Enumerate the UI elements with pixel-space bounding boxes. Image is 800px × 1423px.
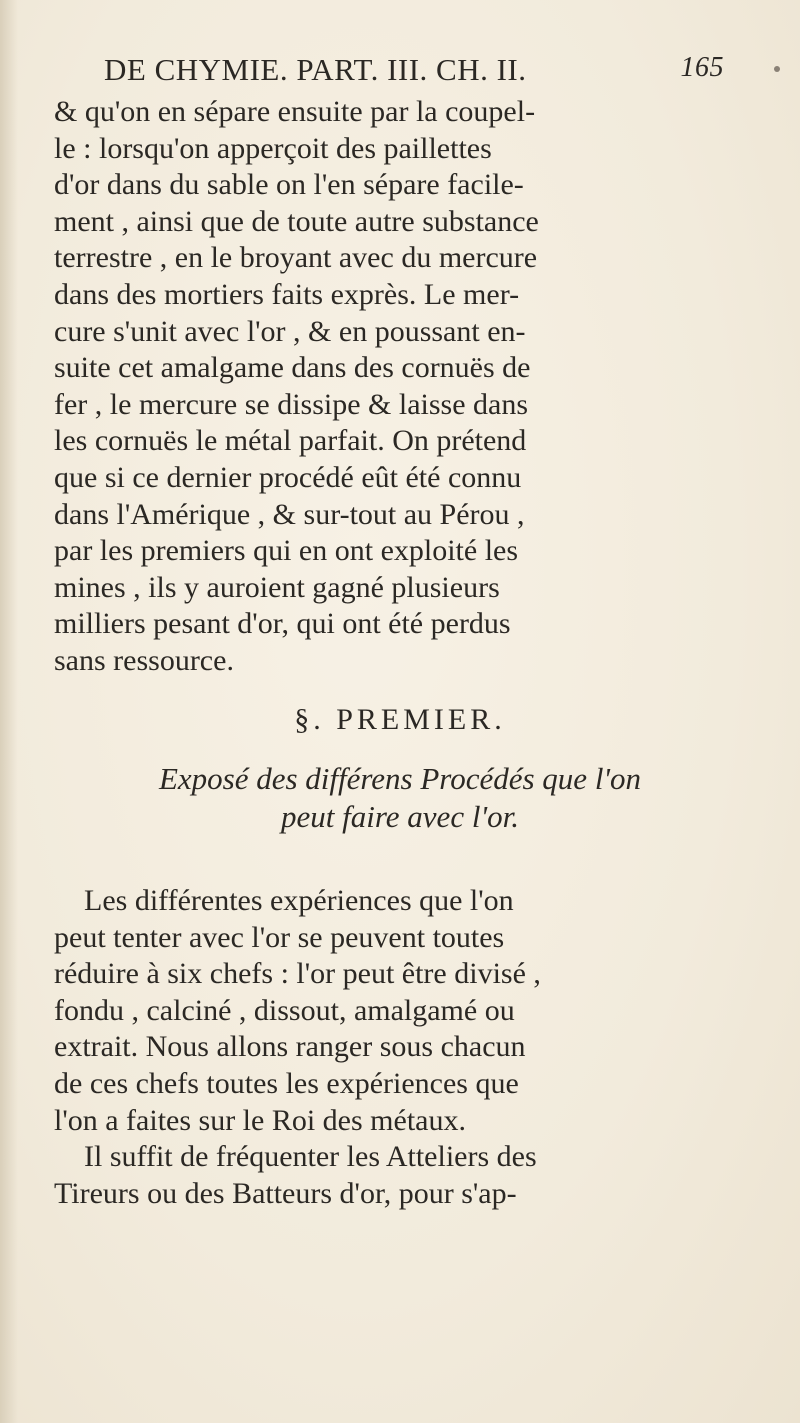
page-header (104, 52, 724, 96)
section-heading: §. PREMIER. (294, 703, 506, 736)
text-line: terrestre , en le broyant avec du mercure (54, 241, 538, 275)
text-line: peut tenter avec l'or se peuvent toutes (54, 920, 505, 954)
text-line: l'on a faites sur le Roi des métaux. (54, 1103, 466, 1137)
text-line: sans ressource. (54, 643, 234, 677)
text-line: extrait. Nous allons ranger sous chacun (54, 1030, 526, 1064)
text-line: d'or dans du sable on l'en sépare facile- (54, 168, 524, 202)
text-line: fondu , calciné , dissout, amalgamé ou (54, 993, 515, 1027)
text-line: réduire à six chefs : l'or peut être divisé , (54, 957, 541, 991)
text-line: Les différentes expériences que l'on (84, 884, 514, 917)
subtitle-line: Exposé des différens Procédés que l'on (158, 761, 642, 796)
paragraph-1 (54, 94, 744, 680)
text-line: Tireurs ou des Batteurs d'or, pour s'ap- (54, 1176, 517, 1210)
text-line: & qu'on en sépare ensuite par la coupel- (54, 95, 536, 128)
text-line: cure s'unit avec l'or , & en poussant en- (54, 314, 526, 348)
subtitle-line: peut faire avec l'or. (281, 799, 519, 834)
text-line: le : lorsqu'on apperçoit des paillettes (54, 131, 492, 165)
text-line: Il suffit de fréquenter les Atteliers des (84, 1140, 537, 1174)
text-line: par les premiers qui en ont exploité les (54, 534, 519, 568)
running-head: DE CHYMIE. PART. III. CH. II. (104, 52, 527, 87)
text-line: milliers pesant d'or, qui ont été perdus (54, 607, 511, 641)
paragraph-2 (54, 883, 744, 1212)
text-line: que si ce dernier procédé eût été connu (54, 460, 522, 494)
section-subtitle (0, 760, 800, 836)
ink-speck (774, 66, 780, 72)
text-line: mines , ils y auroient gagné plusieurs (54, 570, 500, 604)
page-number: 165 (680, 52, 724, 83)
text-line: ment , ainsi que de toute autre substance (54, 204, 539, 238)
text-line: les cornuës le métal parfait. On prétend (54, 424, 527, 458)
text-line: de ces chefs toutes les expériences que (54, 1066, 519, 1100)
text-line: dans l'Amérique , & sur-tout au Pérou , (54, 497, 525, 531)
text-line: dans des mortiers faits exprès. Le mer- (54, 277, 520, 311)
text-line: fer , le mercure se dissipe & laisse dans (54, 387, 529, 421)
text-line: suite cet amalgame dans des cornuës de (54, 351, 531, 385)
